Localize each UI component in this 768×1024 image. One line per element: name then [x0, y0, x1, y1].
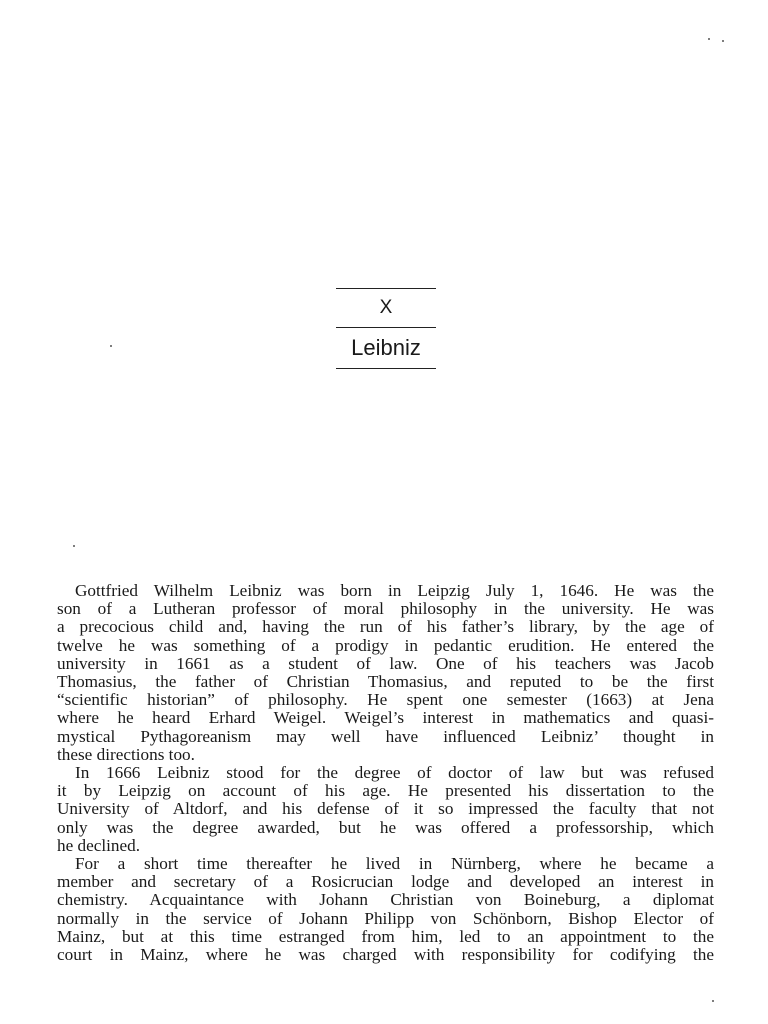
paragraph — [57, 764, 714, 855]
text-line: it by Leipzig on account of his age. He presented his dissertation to the — [57, 781, 714, 801]
text-line: university in 1661 as a student of law. One of his teachers was Jacob — [57, 653, 714, 673]
text-line: In 1666 Leibniz stood for the degree of doctor of law but was refused — [75, 763, 714, 783]
text-line: Mainz, but at this time estranged from him, led to an appointment to the — [57, 926, 714, 946]
text-line: member and secretary of a Rosicrucian lodge and developed an interest in — [57, 872, 714, 892]
scan-speck — [708, 38, 710, 40]
text-line: a precocious child and, having the run of his father’s library, by the age of — [57, 617, 714, 637]
text-line: chemistry. Acquaintance with Johann Christian von Boineburg, a diplomat — [57, 890, 714, 910]
text-line: these directions too. — [57, 744, 195, 764]
chapter-header — [336, 288, 436, 369]
chapter-number: X — [379, 297, 393, 318]
chapter-title: Leibniz — [351, 335, 421, 360]
text-line: he declined. — [57, 835, 141, 855]
text-line: court in Mainz, where he was charged with responsibility for codifying the — [57, 945, 714, 965]
text-line: twelve he was something of a prodigy in pedantic erudition. He entered the — [57, 635, 714, 655]
scan-speck — [73, 545, 75, 547]
scan-speck — [712, 1000, 714, 1002]
text-line: Thomasius, the father of Christian Thomasius, and reputed to be the first — [57, 672, 714, 692]
text-line: son of a Lutheran professor of moral philosophy in the university. He was — [57, 599, 714, 619]
text-line: normally in the service of Johann Philipp von Schönborn, Bishop Elector of — [57, 908, 714, 928]
scan-speck — [722, 40, 724, 42]
body-text — [57, 582, 714, 964]
text-line: For a short time thereafter he lived in Nürnberg, where he became a — [75, 854, 714, 874]
paragraph — [57, 855, 714, 964]
paragraph — [57, 582, 714, 764]
text-line: “scientific historian” of philosophy. He spent one semester (1663) at Jena — [57, 690, 714, 710]
text-line: University of Altdorf, and his defense of it so impressed the faculty that not — [57, 799, 714, 819]
bottom-rule — [336, 368, 436, 369]
text-line: where he heard Erhard Weigel. Weigel’s interest in mathematics and quasi- — [57, 708, 714, 728]
text-line: Gottfried Wilhelm Leibniz was born in Leipzig July 1, 1646. He was the — [75, 581, 714, 600]
text-line: mystical Pythagoreanism may well have influenced Leibniz’ thought in — [57, 726, 714, 746]
scan-speck — [110, 345, 112, 347]
text-line: only was the degree awarded, but he was offered a professorship, which — [57, 817, 714, 837]
